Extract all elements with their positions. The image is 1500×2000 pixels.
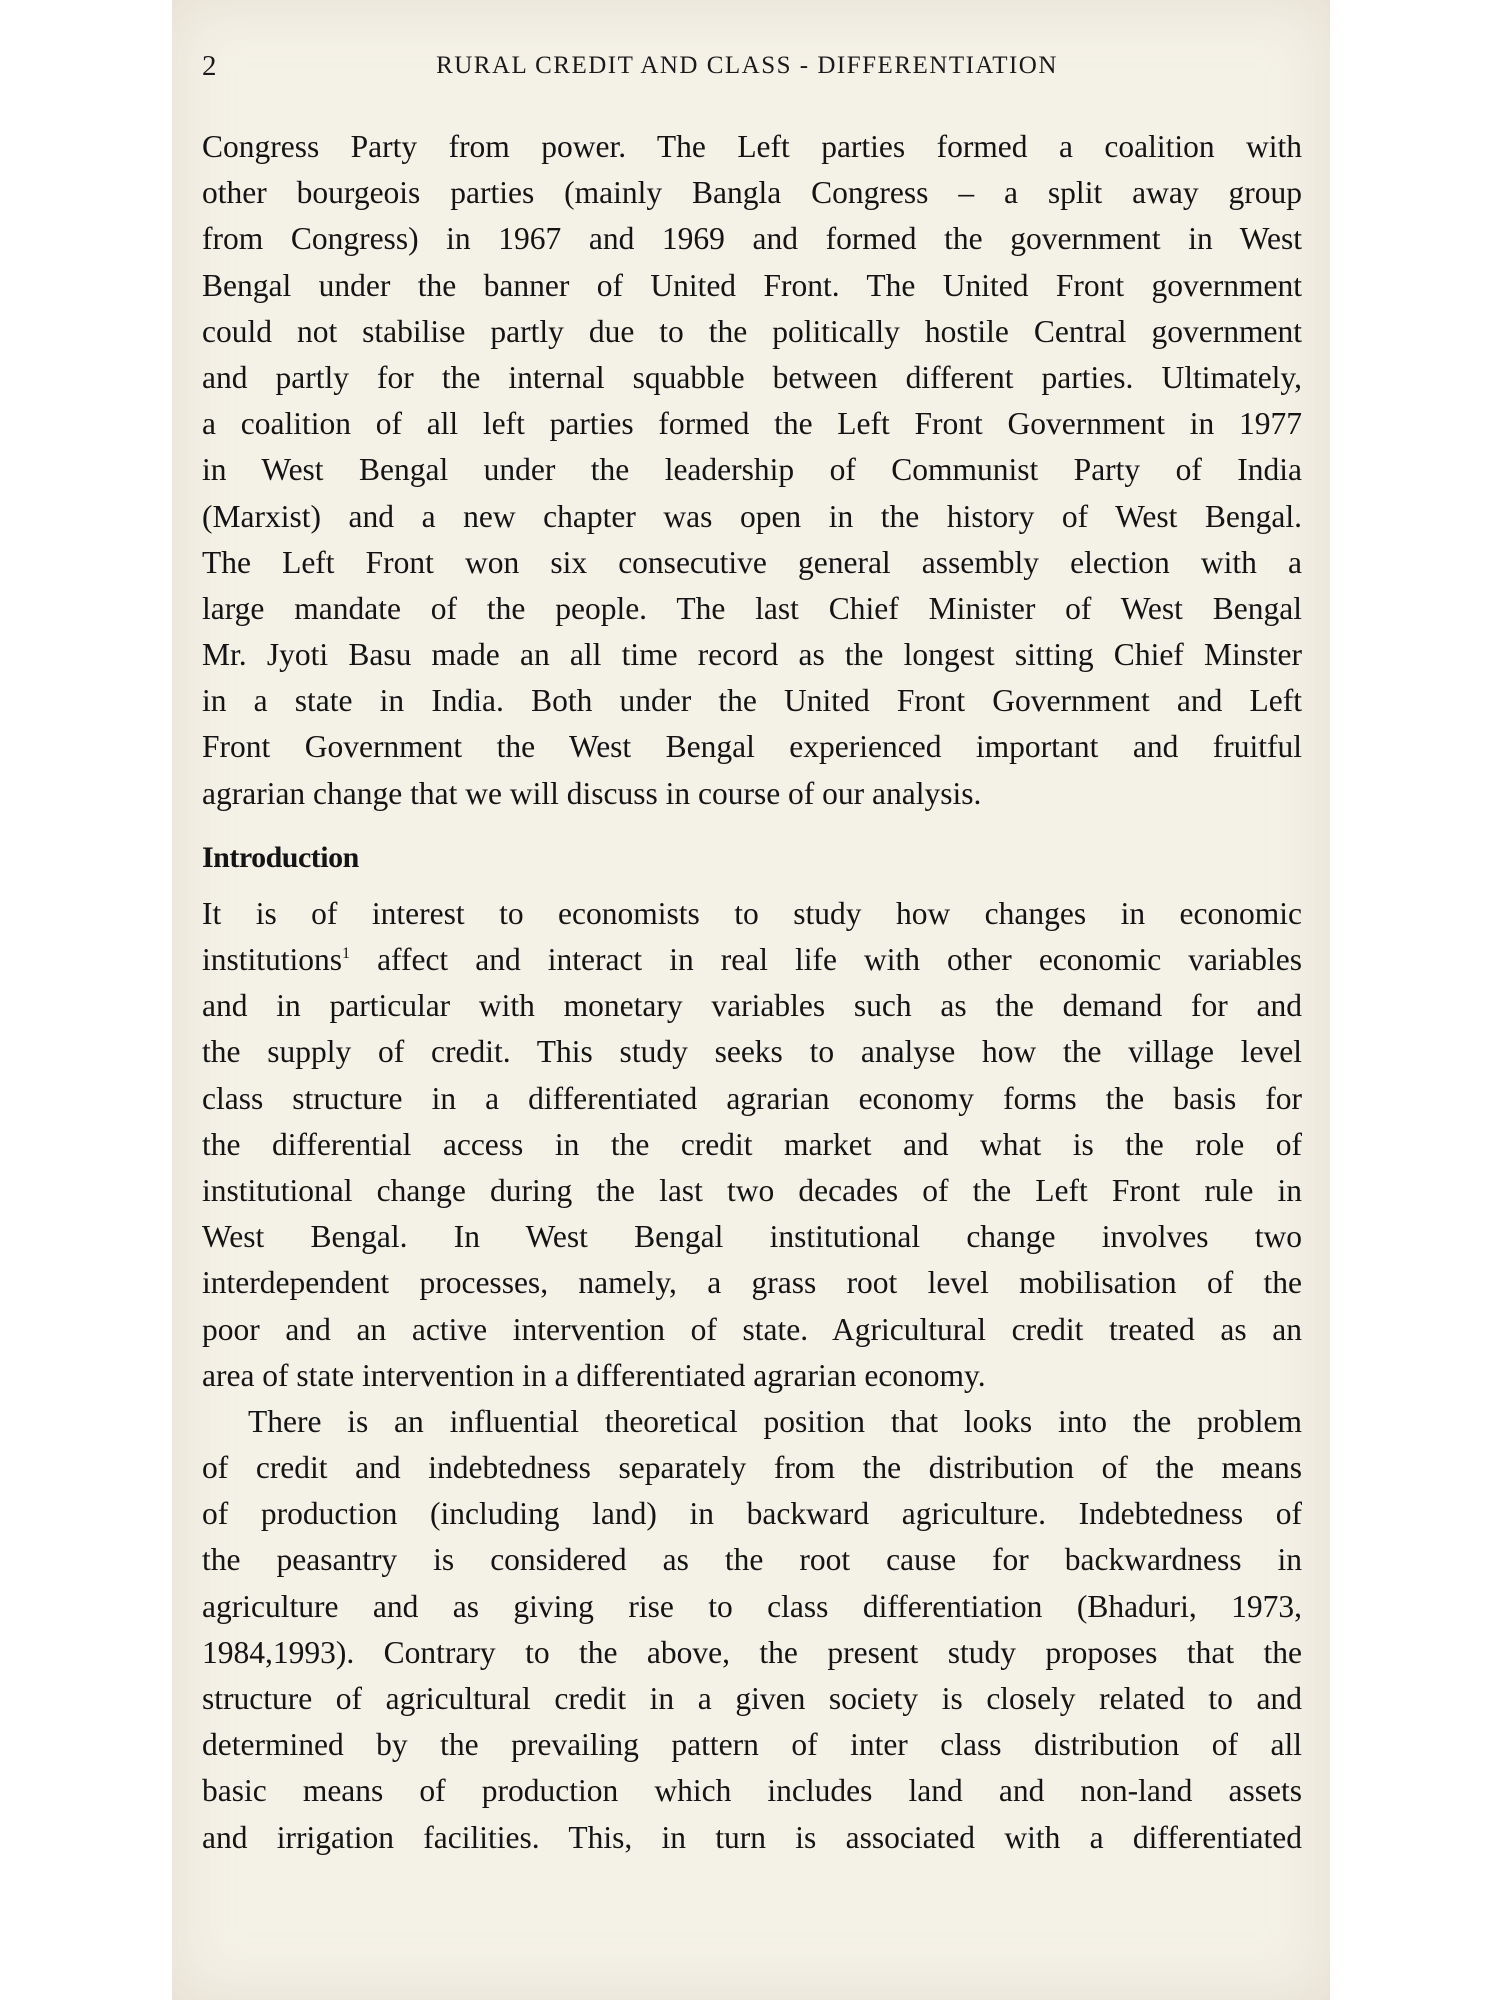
text-line: of production (including land) in backward agriculture. Indebtedness of (202, 1496, 1302, 1532)
text-line: Front Government the West Bengal experienced important and fruitful (202, 729, 1302, 765)
text-line: Congress Party from power. The Left parties formed a coalition with (202, 129, 1302, 164)
text-line: in West Bengal under the leadership of Communist Party of India (202, 452, 1302, 488)
text-line: and in particular with monetary variables such as the demand for and (202, 988, 1302, 1024)
text-line: There is an influential theoretical position that looks into the problem (248, 1403, 1302, 1439)
page-number: 2 (202, 50, 217, 82)
text-line: determined by the prevailing pattern of inter class distribution of all (202, 1727, 1302, 1763)
text-line: the supply of credit. This study seeks to analyse how the village level (202, 1034, 1302, 1070)
footnote-mark: 1 (342, 945, 351, 962)
text-line: interdependent processes, namely, a grass root level mobilisation of the (202, 1265, 1302, 1301)
text-line: West Bengal. In West Bengal institutional change involves two (202, 1219, 1302, 1255)
text-line: Bengal under the banner of United Front. The United Front government (202, 267, 1302, 303)
text-line: agriculture and as giving rise to class differentiation (Bhaduri, 1973, (202, 1588, 1302, 1624)
text-line: and partly for the internal squabble between different parties. Ultimately, (202, 359, 1302, 395)
section-heading: Introduction (202, 840, 359, 874)
text-line: (Marxist) and a new chapter was open in the history of West Bengal. (202, 498, 1302, 534)
text-line: Mr. Jyoti Basu made an all time record as the longest sitting Chief Minster (202, 637, 1302, 673)
text-line: the differential access in the credit market and what is the role of (202, 1126, 1302, 1162)
text-line: class structure in a differentiated agrarian economy forms the basis for (202, 1080, 1302, 1116)
text-line: the peasantry is considered as the root cause for backwardness in (202, 1542, 1302, 1578)
line-start: institutions (202, 942, 343, 977)
text-line: structure of agricultural credit in a given society is closely related to and (202, 1681, 1302, 1716)
line-rest: affect and interact in real life with other economic variables (350, 942, 1302, 977)
text-line: could not stabilise partly due to the politically hostile Central government (202, 313, 1302, 349)
text-line: agrarian change that we will discuss in course of our analysis. (202, 775, 982, 811)
text-line: 1984,1993). Contrary to the above, the present study proposes that the (202, 1634, 1302, 1670)
book-page (172, 0, 1330, 2000)
paragraph-3 (202, 1399, 1302, 1861)
text-line: from Congress) in 1967 and 1969 and formed the government in West (202, 221, 1302, 257)
text-line: in a state in India. Both under the United Front Government and Left (202, 683, 1302, 719)
text-line: and irrigation facilities. This, in turn is associated with a differentiated (202, 1819, 1302, 1855)
text-line: It is of interest to economists to study how changes in economic (202, 895, 1302, 931)
text-line: The Left Front won six consecutive general assembly election with a (202, 544, 1302, 580)
text-line: a coalition of all left parties formed the Left Front Government in 1977 (202, 406, 1302, 442)
running-head: RURAL CREDIT AND CLASS - DIFFERENTIATION (436, 52, 1058, 79)
text-line: of credit and indebtedness separately from the distribution of the means (202, 1450, 1302, 1486)
text-line: basic means of production which includes land and non-land assets (202, 1773, 1302, 1809)
text-line: institutional change during the last two decades of the Left Front rule in (202, 1172, 1302, 1208)
text-line: other bourgeois parties (mainly Bangla Congress – a split away group (202, 175, 1302, 211)
body-text (202, 124, 1302, 1861)
text-line: large mandate of the people. The last Chief Minister of West Bengal (202, 590, 1302, 626)
text-line-with-footnote (202, 937, 1302, 983)
text-line: area of state intervention in a differentiated agrarian economy. (202, 1357, 986, 1393)
text-line: poor and an active intervention of state. Agricultural credit treated as an (202, 1311, 1302, 1347)
paragraph-2 (202, 891, 1302, 1399)
page-header (202, 50, 1292, 90)
paragraph-1 (202, 124, 1302, 817)
